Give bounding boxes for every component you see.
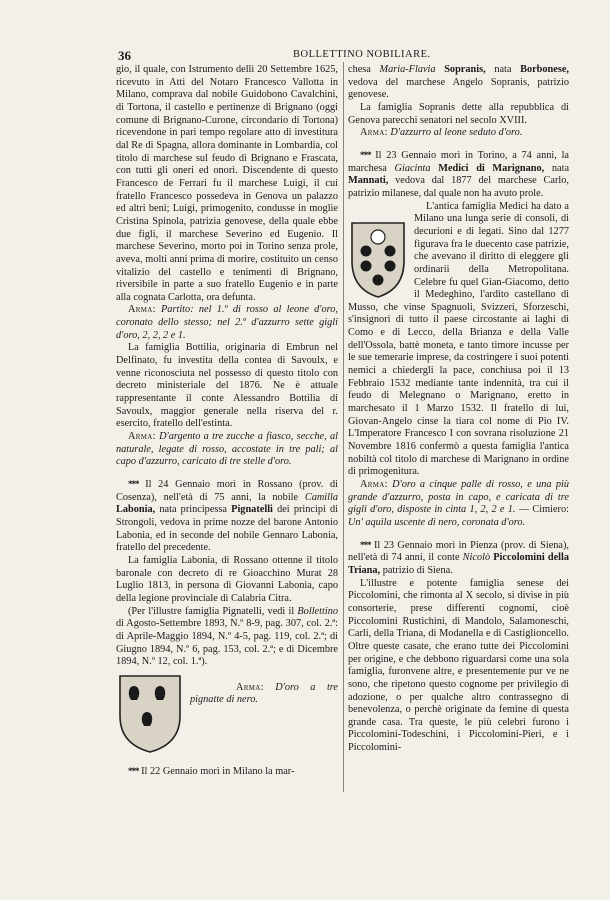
medici-coat-of-arms (348, 219, 408, 299)
paragraph-bottilia: La famiglia Bottilia, originaria di Embrun nel Delfinato, fu investita della contea di Savoulx, e venne riconosciuta nel possesso di questo titolo con decreto ministeriale del 1876. Ne è attuale rappresentante il conte Alessandro Bottilia di Savoulx, maggior generale nella riserva del r. esercito, fratello dell'estinta. (116, 342, 338, 430)
paragraph-sopranis-death: *** Il 22 Gennaio morì in Milano la mar- (128, 765, 295, 777)
right-column (348, 64, 569, 755)
paragraph-pignatelli-ref: (Per l'illustre famiglia Pignatelli, vedi il Bollettino di Agosto-Settembre 1893, N.º 8-9, pag. 307, col. 2.ª: di Aprile-Maggio 1894, N.º 4-5, pag. 119, col. 2.ª; di Giugno 1894, N.º 6, pag. 153, col. 2.ª; e di Dicembre 1894, N.º 12, col. 1.ª). (116, 605, 338, 668)
asterism: *** (128, 765, 139, 776)
arma-bottilia: Arma: D'argento a tre zucche a fiasco, secche, al naturale, legate di rosso, accostate in tre pali; al capo d'azzurro, caricato di tre stelle d'oro. (116, 431, 339, 468)
paragraph-medici-family: L'antica famiglia Medici ha dato a Milano una lunga serie di consoli, di decurioni e di legati. Sino dal 1277 figurava fra le duecento case patrizie, che avevano il diritto di eleggere gli ordinarii della Metropolitana. Celebre fu quel Gian-Giacomo, detto il Medeghino, l'ardito castellano di Musso, che vinse Spagnuoli, Svizzeri, Sforzeschi, s'insignorì di tutto il paese circostante ai laghi di Como e di Lecco, della Brianza e della Valle dell'Ossola, battè moneta, e tanto timore incusse per le sue temerarie imprese, da costringere i suoi potenti nemici a chiedergli la pace, conchiusa poi il 13 Febbraio 1532 mediante tante indennità, tra cui il feudo di Melegnano o Marignano, eretto in marchesato il 1 Marzo 1532. Il fratello di lui, Giovan-Angelo cinse la tiara col nome di Pio IV. L'Imperatore Francesco I con sovrana risoluzione 21 Novembre 1816 confermò a questa famiglia l'antica nobiltà col titolo di marchese di Marignano in ordine di primogenitura. (348, 200, 569, 478)
paragraph-piccolomini-family: L'illustre e potente famiglia senese dei Piccolomini, che rimonta al X secolo, si divise in più consorterie, prese differenti cognomi, cioè Piccolomini Rustichini, di Mandolo, Salamoneschi, Carli, della Triana, di Modanella e di Castiglioncello. Oltre queste casate, che erano tutte dei Piccolomini per origine, e che debbono riguardarsi come una sola famiglia, furonvene altre, e presentemente pur ve ne sono, che ripetono questo cognome per privilegio di adozione, o per qualche altro contrassegno di benevolenza, o perchè originate da femine di questa grande casa. Tra queste, le più celebri furono i Piccolomini-Todeschini, i Piccolomini-Pieri, e i Piccolomini- (348, 577, 569, 754)
paragraph-medici-death: *** Il 23 Gennaio morì in Torino, a 74 anni, la marchesa Giacinta Medici di Marignano, nata Mannati, vedova dal 1877 del marchese Carlo, patrizio milanese, dal quale non ha avuto prole. (348, 149, 570, 199)
paragraph-ferrari: gio, il quale, con Istrumento delli 20 Settembre 1625, ricevuto in Atti del Notaro Francesco Vallotta in Milano, comprava dal nobile Guidobono Cavalchini, di Tortona, il castello e pertinenze di Brignano (oggi comune di Brignano-Curone, circondario di Tortona) ricevendone in pari tempo regolare atto di investitura dal Re di Spagna, allora dominante in Lombardia, col titolo di marchese sul feudo di Brignano e Frascata, con tutti gli oneri ed onori. Discendente di questo Francesco de Ferrari fu il marchese Luigi, il cui fratello Francesco possedeva in Genova un palazzo ed altri beni; Luigi, primogenito, condusse in moglie Cristina Spinola, patrizia genovese, della quale ebbe due figli, il marchese Severino ed Eugenio. Il marchese Severino, morto poi in Torino senza prole, aveva, molti anni prima di morire, costituito un censo vitalizio del castello e tenimenti di Brignano, riversibile in parte a suo fratello Eugenio e in parte alla cognata Carlotta, ora defunta. (116, 64, 338, 303)
paragraph-sopranis-family: La famiglia Sopranis dette alla repubblica di Genova parecchi senatori nel secolo XVIII. (348, 101, 569, 126)
asterism: *** (360, 149, 371, 160)
left-column (116, 64, 338, 779)
paragraph-labonia-death: *** Il 24 Gennaio morì in Rossano (prov. di Cosenza), nell'età di 75 anni, la nobile Camilla Labonia, nata principessa Pignatelli dei principi di Strongoli, vedova in prime nozze del barone Antonio Labonia, ed in seconde del nobile Gennaro Labonia, fratello del precedente. (116, 479, 339, 554)
column-divider (343, 62, 344, 792)
asterism: *** (360, 539, 371, 550)
running-title: BOLLETTINO NOBILIARE. (293, 49, 431, 60)
paragraph-labonia-family: La famiglia Labonia, di Rossano ottenne il titolo baronale con decreto di re Gioacchino Murat 28 Luglio 1813, in persona di Giovanni Labonia, capo della legione provinciale di Calabria Citra. (116, 554, 338, 604)
page-header (118, 48, 606, 64)
pignatelli-coat-of-arms (116, 672, 184, 754)
arma-medici: Arma: D'oro a cinque palle di rosso, e una più grande d'azzurro, posta in capo, e caricata di tre gigli d'oro, disposte in cinta 1, 2, 2 e 1. — Cimiero: Un' aquila uscente di nero, coronata d'oro. (348, 479, 569, 528)
asterism: *** (128, 479, 139, 489)
paragraph-sopranis-cont: chesa Maria-Flavia Sopranis, nata Borbonese, vedova del marchese Angelo Sopranis, patrizio genovese. (348, 64, 570, 101)
arma-pignatelli: Arma: D'oro a tre pignatte di nero. (116, 669, 338, 707)
paragraph-piccolomini-death: *** Il 23 Gennaio morì in Pienza (prov. di Siena), nell'età di 74 anni, il conte Nicolò Piccolomini della Triana, patrizio di Siena. (348, 539, 570, 576)
arma-sopranis: Arma: D'azzurro al leone seduto d'oro. (360, 127, 523, 139)
arma-ferrari: Arma: Partito: nel 1.º di rosso al leone d'oro, coronato dello stesso; nel 2.º d'azzurro sette gigli d'oro, 2, 2, 2 e 1. (116, 304, 338, 341)
page-number: 36 (118, 48, 131, 63)
